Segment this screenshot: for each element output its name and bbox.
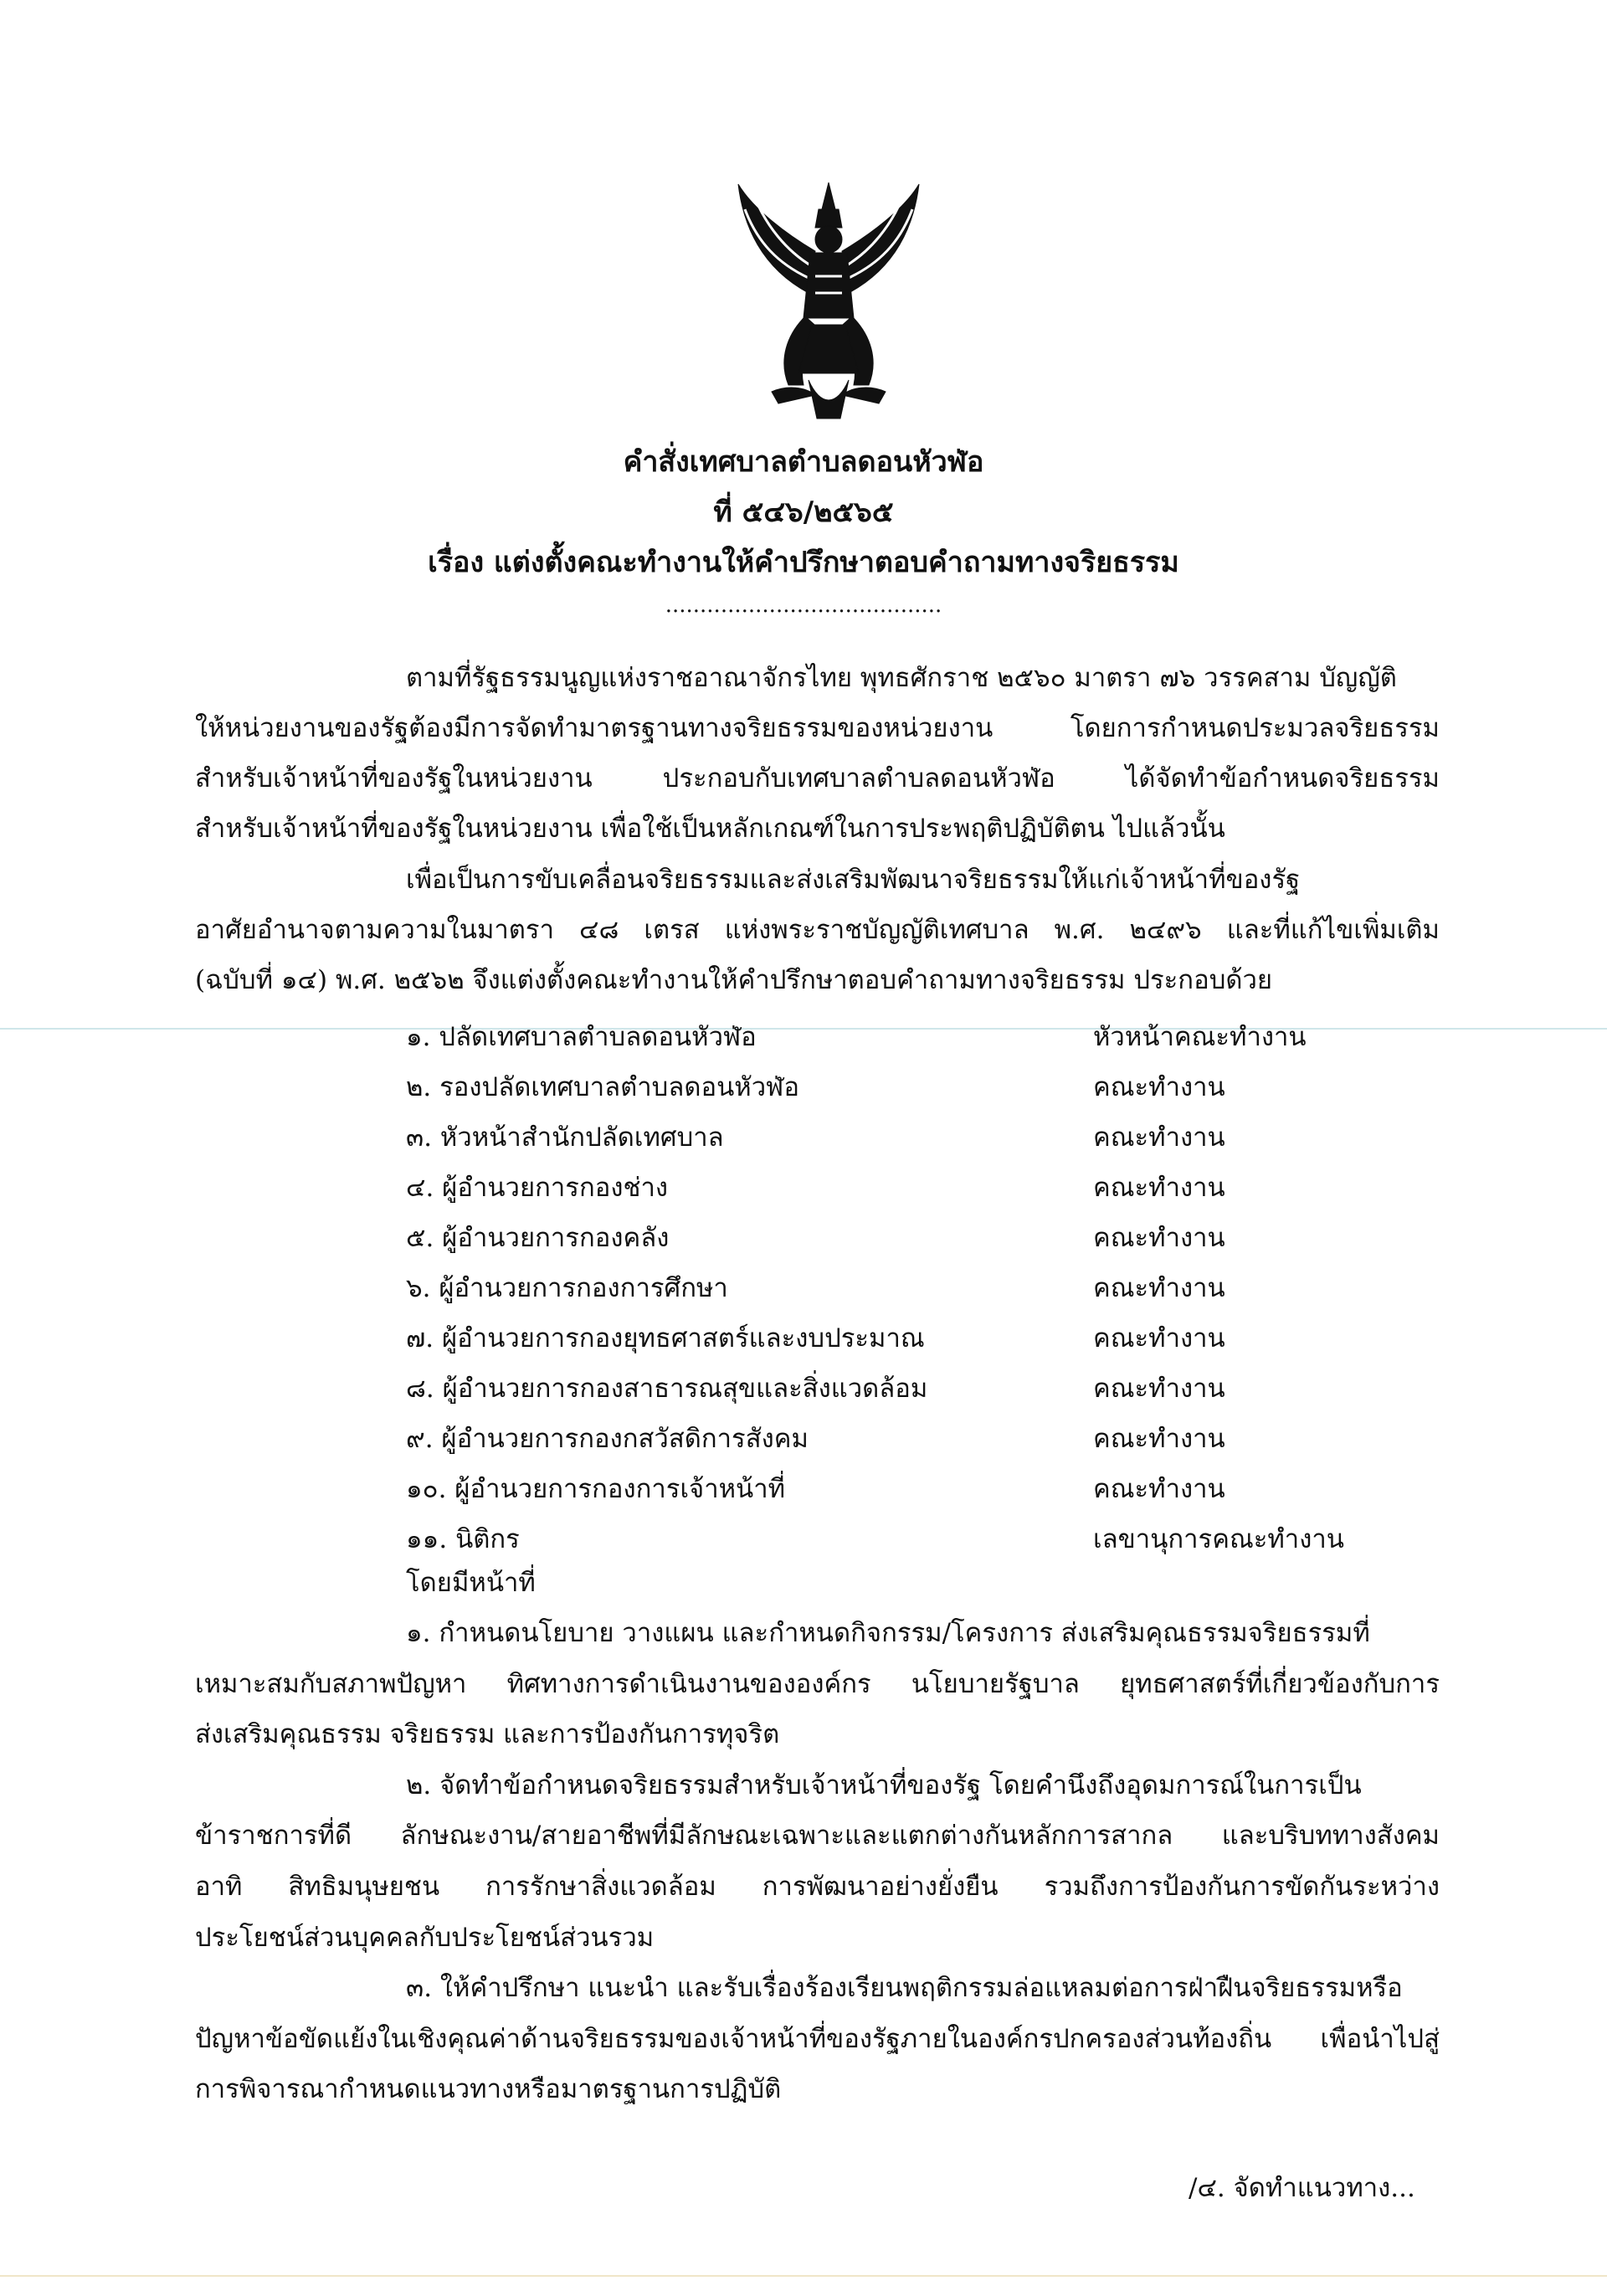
member-role: คณะทำงาน — [1093, 1273, 1225, 1303]
intro-line: สำหรับเจ้าหน้าที่ของรัฐในหน่วยงาน ประกอบกับเทศบาลตำบลดอนหัวฬ่อ ได้จัดทำข้อกำหนดจริยธรรม — [195, 763, 1440, 794]
member-role: คณะทำงาน — [1093, 1173, 1225, 1203]
member-name: ๑๐. ผู้อำนวยการกองการเจ้าหน้าที่ — [406, 1474, 786, 1504]
intro-line: เพื่อเป็นการขับเคลื่อนจริยธรรมและส่งเสริมพัฒนาจริยธรรมให้แก่เจ้าหน้าที่ของรัฐ — [406, 865, 1301, 895]
duties-heading: โดยมีหน้าที่ — [406, 1568, 536, 1598]
duty-line: การพิจารณากำหนดแนวทางหรือมาตรฐานการปฏิบัติ — [195, 2074, 782, 2104]
member-role: คณะทำงาน — [1093, 1323, 1225, 1353]
intro-line: ตามที่รัฐธรรมนูญแห่งราชอาณาจักรไทย พุทธศักราช ๒๕๖๐ มาตรา ๗๖ วรรคสาม บัญญัติ — [406, 663, 1397, 693]
scan-line — [0, 2275, 1607, 2277]
order-subject: เรื่อง แต่งตั้งคณะทำงานให้คำปรึกษาตอบคำถามทางจริยธรรม — [428, 546, 1179, 579]
title-separator: ........................................ — [665, 593, 942, 618]
duty-line: ๒. จัดทำข้อกำหนดจริยธรรมสำหรับเจ้าหน้าที่ของรัฐ โดยคำนึงถึงอุดมการณ์ในการเป็น — [406, 1770, 1362, 1800]
member-name: ๔. ผู้อำนวยการกองช่าง — [406, 1173, 669, 1203]
continuation-note: /๔. จัดทำแนวทาง... — [1189, 2173, 1415, 2203]
duty-line: ประโยชน์ส่วนบุคคลกับประโยชน์ส่วนรวม — [195, 1923, 655, 1953]
member-name: ๑๑. นิติกร — [406, 1524, 520, 1554]
member-name: ๗. ผู้อำนวยการกองยุทธศาสตร์และงบประมาณ — [406, 1323, 925, 1353]
member-name: ๒. รองปลัดเทศบาลตำบลดอนหัวฬ่อ — [406, 1072, 799, 1102]
member-role: คณะทำงาน — [1093, 1122, 1225, 1153]
member-role: คณะทำงาน — [1093, 1072, 1225, 1102]
intro-line: ให้หน่วยงานของรัฐต้องมีการจัดทำมาตรฐานทางจริยธรรมของหน่วยงาน โดยการกำหนดประมวลจริยธรรม — [195, 713, 1440, 743]
intro-line: อาศัยอำนาจตามความในมาตรา ๔๘ เตรส แห่งพระราชบัญญัติเทศบาล พ.ศ. ๒๔๙๖ และที่แก้ไขเพิ่มเติม — [195, 915, 1440, 945]
member-role: เลขานุการคณะทำงาน — [1093, 1524, 1344, 1554]
member-role: คณะทำงาน — [1093, 1474, 1225, 1504]
member-name: ๕. ผู้อำนวยการกองคลัง — [406, 1223, 670, 1253]
order-number: ที่ ๕๔๖/๒๕๖๕ — [713, 496, 894, 529]
scan-line — [0, 1028, 1607, 1030]
duty-line: อาทิ สิทธิมนุษยชน การรักษาสิ่งแวดล้อม การพัฒนาอย่างยั่งยืน รวมถึงการป้องกันการขัดกันระหว่าง — [195, 1872, 1440, 1902]
member-name: ๘. ผู้อำนวยการกองสาธารณสุขและสิ่งแวดล้อม — [406, 1374, 928, 1404]
duty-line: ๓. ให้คำปรึกษา แนะนำ และรับเรื่องร้องเรียนพฤติกรรมล่อแหลมต่อการฝ่าฝืนจริยธรรมหรือ — [406, 1973, 1403, 2003]
duty-line: ๑. กำหนดนโยบาย วางแผน และกำหนดกิจกรรม/โครงการ ส่งเสริมคุณธรรมจริยธรรมที่ — [406, 1618, 1370, 1648]
garuda-emblem-icon — [728, 176, 929, 427]
member-name: ๖. ผู้อำนวยการกองการศึกษา — [406, 1273, 728, 1303]
intro-line: (ฉบับที่ ๑๔) พ.ศ. ๒๕๖๒ จึงแต่งตั้งคณะทำงานให้คำปรึกษาตอบคำถามทางจริยธรรม ประกอบด้วย — [195, 965, 1273, 995]
member-name: ๙. ผู้อำนวยการกองกสวัสดิการสังคม — [406, 1424, 809, 1454]
member-role: คณะทำงาน — [1093, 1374, 1225, 1404]
duty-line: ปัญหาข้อขัดแย้งในเชิงคุณค่าด้านจริยธรรมของเจ้าหน้าที่ของรัฐภายในองค์กรปกครองส่วนท้องถิ่น เพื่อนำไปสู่ — [195, 2024, 1440, 2054]
order-title: คำสั่งเทศบาลตำบลดอนหัวฬ่อ — [623, 445, 984, 479]
member-role: คณะทำงาน — [1093, 1223, 1225, 1253]
duty-line: เหมาะสมกับสภาพปัญหา ทิศทางการดำเนินงานขององค์กร นโยบายรัฐบาล ยุทธศาสตร์ที่เกี่ยวข้องกับการ — [195, 1669, 1440, 1699]
member-role: คณะทำงาน — [1093, 1424, 1225, 1454]
intro-line: สำหรับเจ้าหน้าที่ของรัฐในหน่วยงาน เพื่อใช้เป็นหลักเกณฑ์ในการประพฤติปฏิบัติตน ไปแล้วนั้น — [195, 814, 1225, 844]
member-name: ๑. ปลัดเทศบาลตำบลดอนหัวฬ่อ — [406, 1022, 757, 1052]
member-role: หัวหน้าคณะทำงาน — [1093, 1022, 1307, 1052]
duty-line: ส่งเสริมคุณธรรม จริยธรรม และการป้องกันการทุจริต — [195, 1719, 780, 1749]
member-name: ๓. หัวหน้าสำนักปลัดเทศบาล — [406, 1122, 724, 1153]
duty-line: ข้าราชการที่ดี ลักษณะงาน/สายอาชีพที่มีลักษณะเฉพาะและแตกต่างกันหลักการสากล และบริบททางสังคม — [195, 1821, 1440, 1851]
